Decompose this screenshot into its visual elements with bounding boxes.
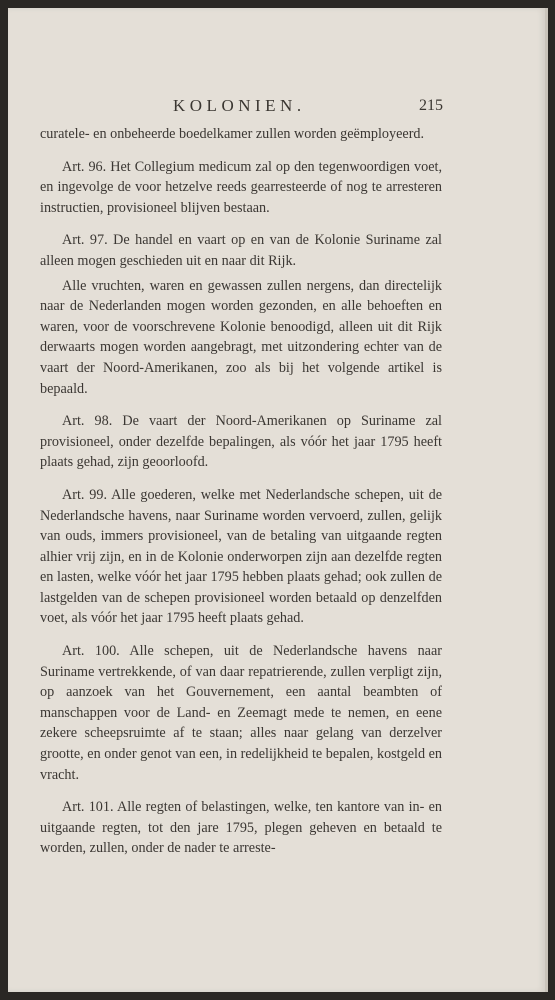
body-text <box>40 124 442 859</box>
article-100: Art. 100. Alle schepen, uit de Nederlandsche havens naar Suriname vertrekkende, of van daar repatrierende, zullen verpligt zijn, op aanzoek van het Gouvernement, een aantal beambten of manschappen voor de Land- en Zeemagt mede te nemen, en eene zekere scheepsruimte af te staan; alles naar gelang van derzelver grootte, en onder genot van een, in redelijkheid te bepalen, kostgeld en vracht. <box>40 643 442 783</box>
article-101: Art. 101. Alle regten of belastingen, welke, ten kantore van in- en uitgaande regten, tot den jare 1795, plegen geheven en betaald te worden, zullen, onder de nader te arreste- <box>40 799 442 857</box>
page-edge <box>545 8 548 992</box>
running-head <box>8 96 545 120</box>
article-96: Art. 96. Het Collegium medicum zal op den tegenwoordigen voet, en ingevolge de voor hetzelve reeds gearresteerde of nog te arresteren instructien, provisioneel blijven bestaan. <box>40 158 442 216</box>
article-99: Art. 99. Alle goederen, welke met Nederlandsche schepen, uit de Nederlandsche havens, naar Suriname worden vervoerd, zullen, gelijk van ouds, immers provisioneel, van de betaling van uitgaande regten alhier vrij zijn, en in de Kolonie onderworpen zijn aan dezelfde regten en lasten, welke vóór het jaar 1795 hebben plaats gehad; ook zullen de lastgelden van de schepen provisioneel worden betaald op denzelfden voet, als vóór het jaar 1795 heeft plaats gehad. <box>40 486 442 627</box>
paragraph-continuation: curatele- en onbeheerde boedelkamer zullen worden geëmployeerd. <box>40 126 425 142</box>
article-98: Art. 98. De vaart der Noord-Amerikanen op Suriname zal provisioneel, onder dezelfde bepalingen, als vóór het jaar 1795 heeft plaats gehad, zijn geoorloofd. <box>40 413 442 471</box>
running-head-title: KOLONIEN. <box>173 96 306 115</box>
article-97-continued: Alle vruchten, waren en gewassen zullen nergens, dan directelijk naar de Nederlanden mogen worden gezonden, en alle behoeften en waren, voor de voorschrevene Kolonie benoodigd, alleen uit dit Rijk derwaarts mogen worden aangebragt, met uitzondering echter van de vaart der Noord-Amerikanen, zoo als bij het volgende artikel is bepaald. <box>40 277 442 397</box>
article-97: Art. 97. De handel en vaart op en van de Kolonie Suriname zal alleen mogen geschieden uit en naar dit Rijk. <box>40 232 442 269</box>
page-number: 215 <box>419 97 443 114</box>
